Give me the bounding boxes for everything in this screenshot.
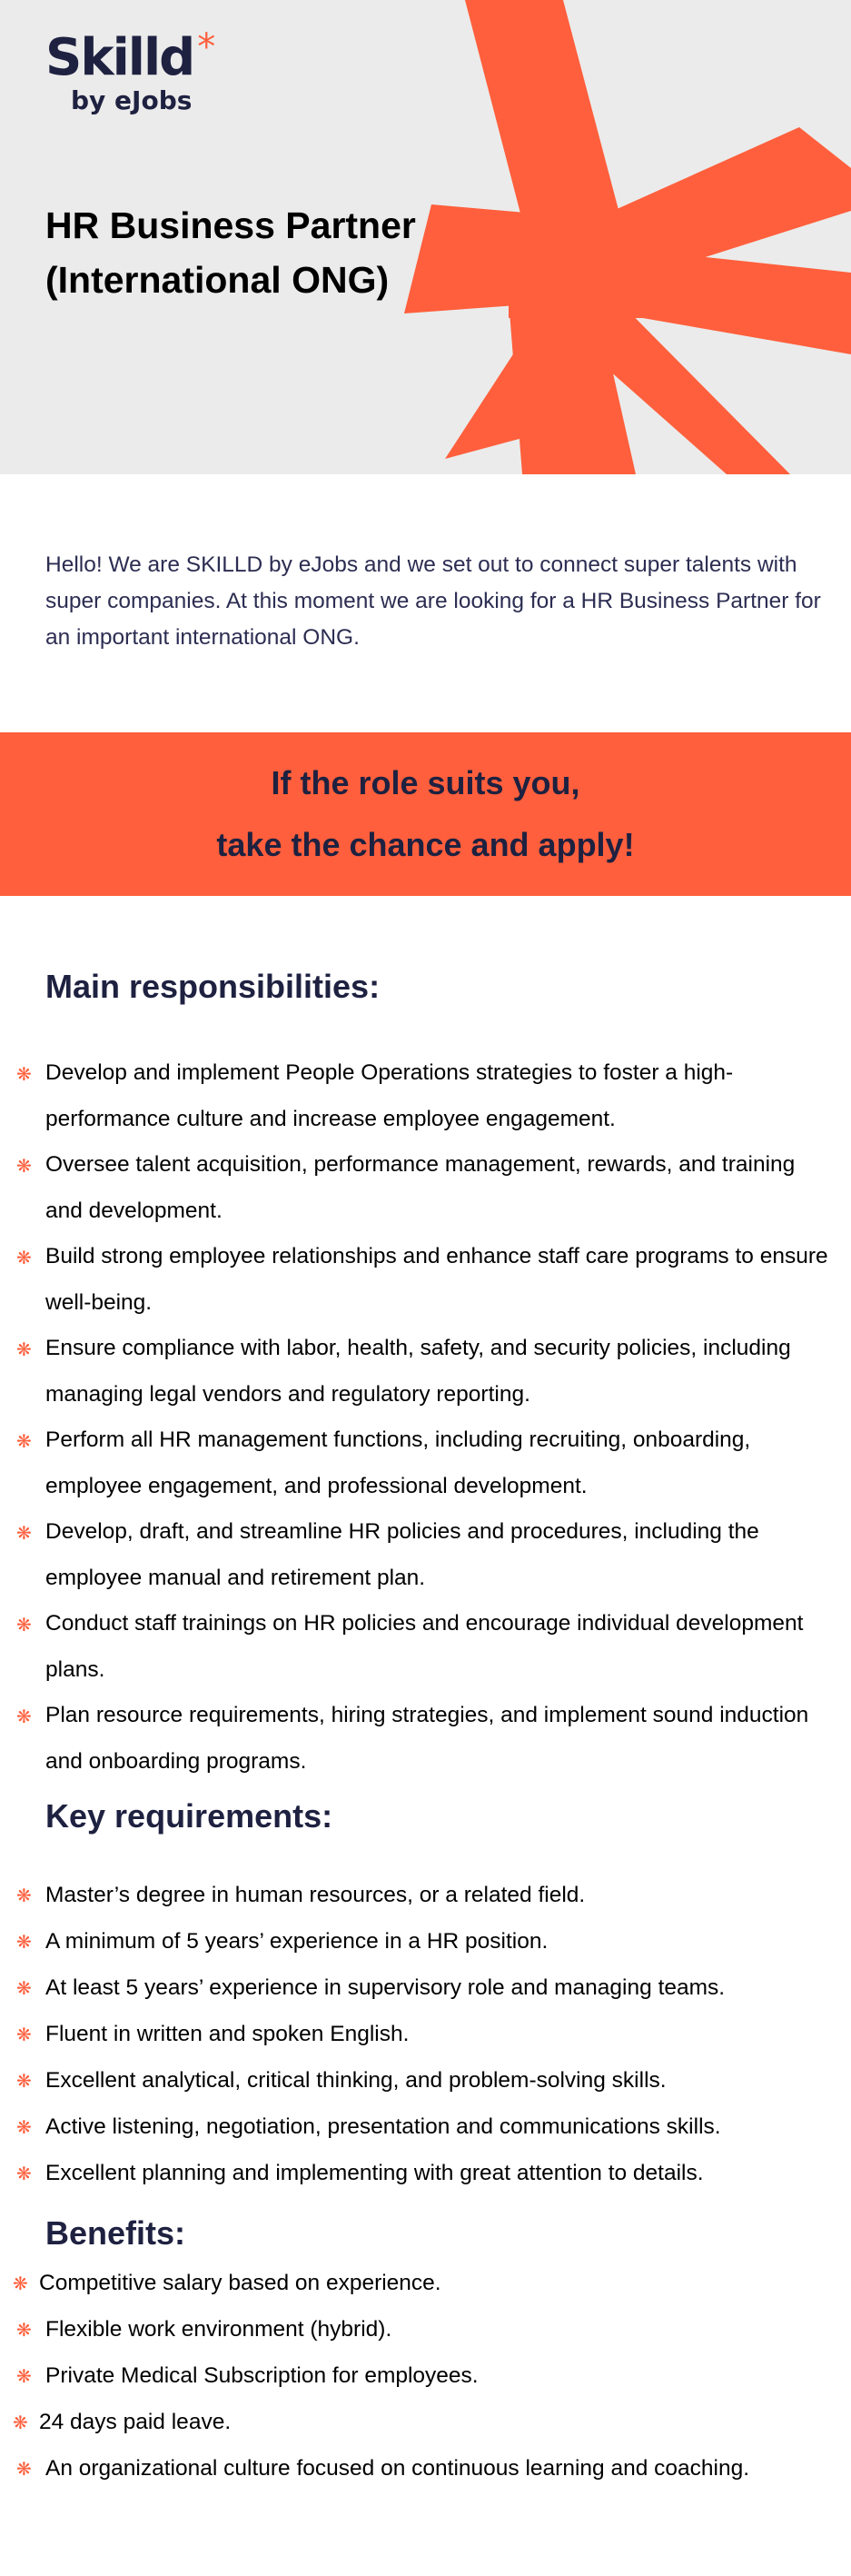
list-item: [0, 1326, 851, 1417]
list-item: [0, 1234, 851, 1326]
list-item: [0, 2260, 851, 2306]
asterisk-bullet-icon: ❋: [16, 1524, 32, 1544]
logo: [45, 26, 214, 115]
list-item: [0, 2306, 851, 2352]
asterisk-bullet-icon: ❋: [16, 2460, 32, 2480]
list-item: [0, 2011, 851, 2057]
requirements-list: [0, 1872, 851, 2196]
list-item-text: A minimum of 5 years’ experience in a HR position.: [45, 1929, 549, 1954]
list-item: [0, 1964, 851, 2011]
hero-banner: [0, 0, 851, 474]
list-item-text: Perform all HR management functions, including recruiting, onboarding, employee engagement, and professional development.: [45, 1427, 751, 1498]
asterisk-bullet-icon: ❋: [16, 2367, 32, 2387]
logo-brand-text: Skilld: [45, 28, 194, 87]
list-item-text: Plan resource requirements, hiring strategies, and implement sound induction and onboarding programs.: [45, 1703, 809, 1774]
list-item-text: Develop and implement People Operations strategies to foster a high-performance culture and increase employee engagement.: [45, 1060, 734, 1131]
list-item: [0, 2399, 851, 2445]
asterisk-bullet-icon: ❋: [16, 1340, 32, 1360]
list-item-text: Active listening, negotiation, presentation and communications skills.: [45, 2114, 721, 2139]
list-item-text: Oversee talent acquisition, performance management, rewards, and training and development.: [45, 1152, 796, 1223]
list-item: [0, 1142, 851, 1234]
asterisk-bullet-icon: ❋: [16, 2118, 32, 2138]
list-item-text: Competitive salary based on experience.: [39, 2271, 441, 2295]
list-item: [0, 1693, 851, 1785]
page-title-line2: (International ONG): [45, 259, 390, 301]
list-item-text: Flexible work environment (hybrid).: [45, 2317, 392, 2342]
list-item-text: Develop, draft, and streamline HR policies and procedures, including the employee manual and retirement plan.: [45, 1519, 759, 1590]
list-item: [0, 1601, 851, 1693]
asterisk-bullet-icon: ❋: [16, 2025, 32, 2045]
asterisk-bullet-icon: ❋: [16, 1248, 32, 1268]
asterisk-bullet-icon: ❋: [16, 1616, 32, 1636]
asterisk-bullet-icon: ❋: [16, 1886, 32, 1906]
logo-brand: [45, 26, 214, 87]
responsibilities-title: Main responsibilities:: [45, 968, 381, 1005]
intro-paragraph: Hello! We are SKILLD by eJobs and we set out to connect super talents with super companies. At this moment we are looking for a HR Business Partner for an important international ONG.: [45, 552, 821, 650]
logo-subtitle: by eJobs: [71, 85, 193, 115]
list-item-text: Fluent in written and spoken English.: [45, 2022, 410, 2046]
list-item-text: At least 5 years’ experience in supervisory role and managing teams.: [45, 1975, 726, 2000]
asterisk-bullet-icon: ❋: [16, 2321, 32, 2341]
list-item: [0, 1918, 851, 1964]
list-item: [0, 1872, 851, 1918]
page-title: [45, 198, 416, 307]
list-item-text: Excellent analytical, critical thinking, and problem-solving skills.: [45, 2068, 667, 2093]
responsibilities-list: [0, 1050, 851, 1785]
list-item-text: Excellent planning and implementing with great attention to details.: [45, 2161, 704, 2185]
list-item-text: 24 days paid leave.: [39, 2410, 232, 2434]
list-item-text: An organizational culture focused on continuous learning and coaching.: [45, 2456, 750, 2481]
list-item: [0, 2150, 851, 2196]
asterisk-bullet-icon: ❋: [16, 1933, 32, 1953]
list-item: [0, 1417, 851, 1509]
logo-star-icon: *: [197, 26, 214, 68]
asterisk-bullet-icon: ❋: [16, 1432, 32, 1452]
list-item-text: Build strong employee relationships and enhance staff care programs to ensure well-being.: [45, 1244, 828, 1315]
cta-line1: If the role suits you,: [271, 764, 580, 801]
asterisk-bullet-icon: ❋: [16, 1707, 32, 1727]
cta-banner: [0, 732, 851, 896]
list-item-text: Private Medical Subscription for employees.: [45, 2363, 479, 2388]
list-item: [0, 1050, 851, 1142]
cta-line2: take the chance and apply!: [216, 826, 635, 863]
list-item: [0, 2057, 851, 2104]
benefits-list: [0, 2260, 851, 2491]
asterisk-bullet-icon: ❋: [16, 1065, 32, 1085]
asterisk-bullet-icon: ❋: [16, 1157, 32, 1177]
list-item: [0, 2445, 851, 2491]
list-item-text: Master’s degree in human resources, or a related field.: [45, 1883, 586, 1907]
asterisk-bullet-icon: ❋: [13, 2413, 28, 2433]
list-item: [0, 1509, 851, 1601]
asterisk-bullet-icon: ❋: [16, 2164, 32, 2184]
page-title-line1: HR Business Partner: [45, 204, 416, 246]
requirements-title: Key requirements:: [45, 1797, 333, 1835]
asterisk-bullet-icon: ❋: [16, 1979, 32, 1999]
list-item: [0, 2352, 851, 2399]
list-item-text: Conduct staff trainings on HR policies and encourage individual development plans.: [45, 1611, 804, 1682]
list-item-text: Ensure compliance with labor, health, safety, and security policies, including managing legal vendors and regulatory reporting.: [45, 1336, 791, 1407]
benefits-title: Benefits:: [45, 2214, 186, 2252]
list-item: [0, 2104, 851, 2150]
asterisk-bullet-icon: ❋: [16, 2072, 32, 2092]
asterisk-bullet-icon: ❋: [13, 2274, 28, 2294]
